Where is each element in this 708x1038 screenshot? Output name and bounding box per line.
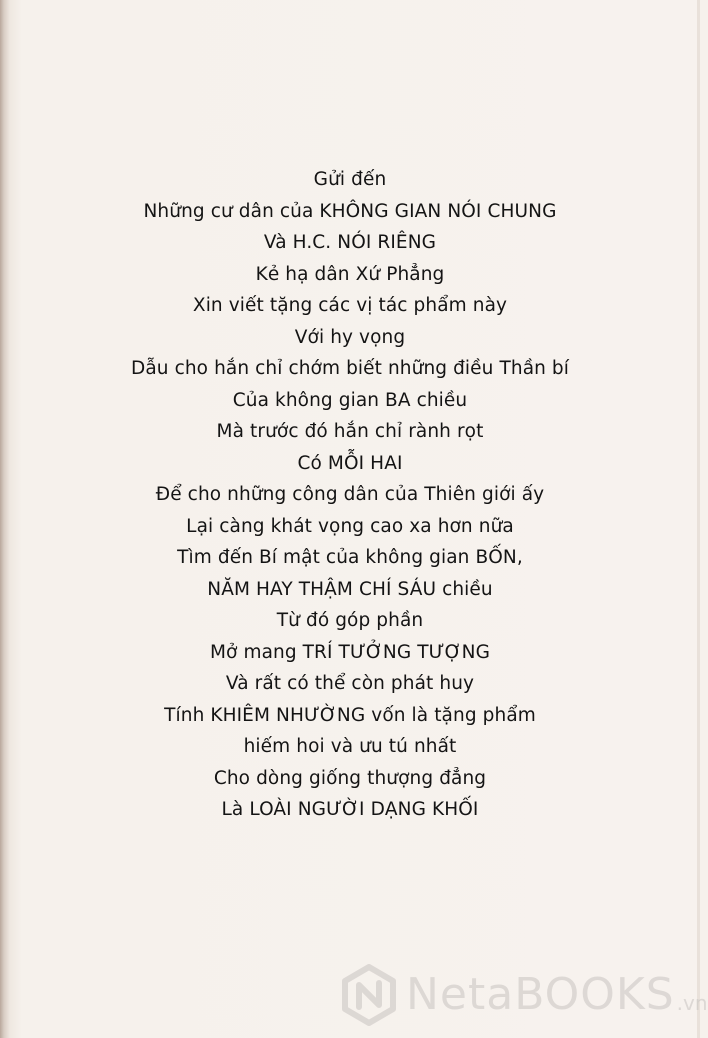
watermark-brand: NetaBOOKS [406, 969, 675, 1020]
dedication-line: Kẻ hạ dân Xứ Phẳng [255, 263, 445, 285]
dedication-line: Là LOÀI NGƯỜI DẠNG KHỐI [221, 799, 479, 820]
dedication-line: Của không gian BA chiều [232, 389, 468, 411]
dedication-line: Xin viết tặng các vị tác phẩm này [192, 295, 508, 316]
dedication-line: NĂM HAY THẬM CHÍ SÁU chiều [207, 578, 493, 600]
dedication-line: Có MỖI HAI [297, 452, 403, 474]
dedication-line: Lại càng khát vọng cao xa hơn nữa [186, 515, 514, 537]
dedication-line: Gửi đến [313, 169, 387, 190]
watermark [340, 964, 708, 1026]
dedication-line: Tính KHIÊM NHƯỜNG vốn là tặng phẩm [164, 704, 536, 726]
watermark-suffix: .vn [676, 991, 708, 1015]
dedication-line: Để cho những công dân của Thiên giới ấy [155, 484, 545, 505]
dedication-line: Những cư dân của KHÔNG GIAN NÓI CHUNG [143, 200, 557, 222]
dedication-line: Mở mang TRÍ TƯỞNG TƯỢNG [209, 641, 491, 663]
dedication-line: Mà trước đó hắn chỉ rành rọt [216, 421, 484, 442]
dedication-line: hiếm hoi và ưu tú nhất [243, 736, 457, 757]
dedication-line: Dẫu cho hắn chỉ chớm biết những điều Thần bí [130, 358, 570, 379]
dedication-line: Từ đó góp phần [276, 610, 424, 631]
dedication-line: Cho dòng giống thượng đẳng [213, 767, 487, 789]
dedication-line: Và rất có thể còn phát huy [225, 673, 475, 694]
dedication-line: Tìm đến Bí mật của không gian BỐN, [177, 547, 523, 568]
page-edge [697, 0, 700, 1038]
dedication-line: Với hy vọng [294, 326, 406, 348]
dedication-line: Và H.C. NÓI RIÊNG [263, 232, 437, 253]
netabooks-logo-icon [340, 964, 398, 1026]
dedication-text [60, 164, 640, 826]
